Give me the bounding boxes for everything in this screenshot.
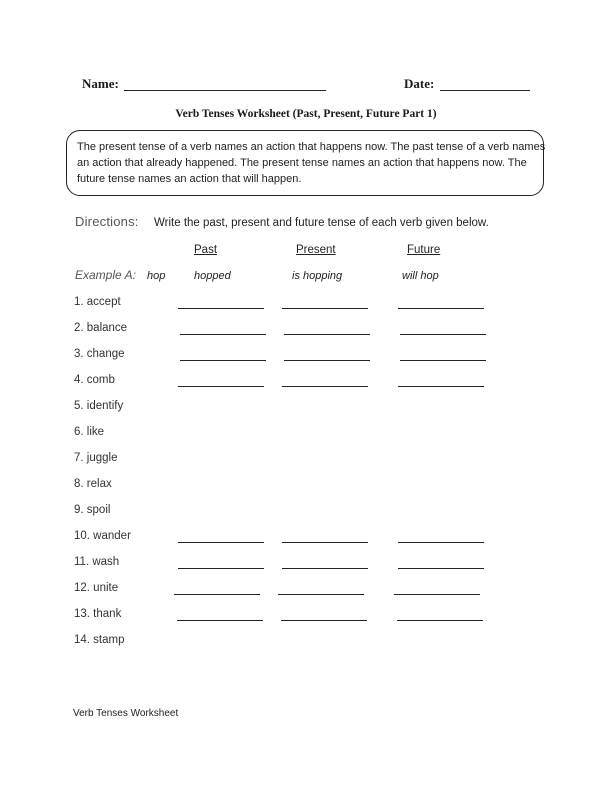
worksheet-title: Verb Tenses Worksheet (Past, Present, Future Part 1) [175,108,437,120]
present-answer-blank[interactable] [278,594,364,595]
verb-item: 9. spoil [74,504,111,516]
present-answer-blank[interactable] [281,620,367,621]
verb-item: 2. balance [74,322,128,334]
column-header-past: Past [194,244,218,256]
present-answer-blank[interactable] [282,542,368,543]
past-answer-blank[interactable] [180,360,266,361]
definition-line: The present tense of a verb names an action that happens now. The past tense of a verb names [77,141,546,153]
present-answer-blank[interactable] [282,568,368,569]
date-field[interactable] [440,78,530,91]
name-label: Name: [82,76,119,91]
verb-item: 7. juggle [74,452,118,464]
definition-line: future tense names an action that will happen. [77,173,302,185]
present-answer-blank[interactable] [282,386,368,387]
verb-item: 12. unite [74,582,119,594]
verb-item: 11. wash [74,556,120,568]
verb-item: 1. accept [74,296,121,308]
definition-line: an action that already happened. The present tense names an action that happens now. The [77,157,527,169]
future-answer-blank[interactable] [398,308,484,309]
verb-item: 8. relax [74,478,112,490]
verb-item: 13. thank [74,608,122,620]
present-answer-blank[interactable] [284,360,370,361]
future-answer-blank[interactable] [398,542,484,543]
example-past: hopped [194,270,231,282]
future-answer-blank[interactable] [398,568,484,569]
date-label: Date: [404,76,435,91]
directions-label: Directions: [75,214,139,229]
column-header-present: Present [296,244,336,256]
present-answer-blank[interactable] [284,334,370,335]
present-answer-blank[interactable] [282,308,368,309]
past-answer-blank[interactable] [180,334,266,335]
future-answer-blank[interactable] [398,386,484,387]
example-future: will hop [402,270,439,282]
future-answer-blank[interactable] [400,334,486,335]
verb-item: 10. wander [74,530,131,542]
example-label: Example A: [75,268,136,282]
past-answer-blank[interactable] [178,308,264,309]
directions-text: Write the past, present and future tense of each verb given below. [154,217,489,229]
name-field[interactable] [124,78,326,91]
verb-item: 6. like [74,426,105,438]
verb-item: 5. identify [74,400,124,412]
past-answer-blank[interactable] [174,594,260,595]
future-answer-blank[interactable] [397,620,483,621]
footer-text: Verb Tenses Worksheet [73,708,179,719]
past-answer-blank[interactable] [178,386,264,387]
past-answer-blank[interactable] [178,568,264,569]
verb-item: 14. stamp [74,634,125,646]
column-header-future: Future [407,244,441,256]
verb-item: 4. comb [74,374,115,386]
future-answer-blank[interactable] [394,594,480,595]
past-answer-blank[interactable] [177,620,263,621]
example-present: is hopping [292,270,343,282]
example-verb: hop [147,270,166,282]
past-answer-blank[interactable] [178,542,264,543]
future-answer-blank[interactable] [400,360,486,361]
verb-item: 3. change [74,348,125,360]
definition-box [66,130,544,196]
